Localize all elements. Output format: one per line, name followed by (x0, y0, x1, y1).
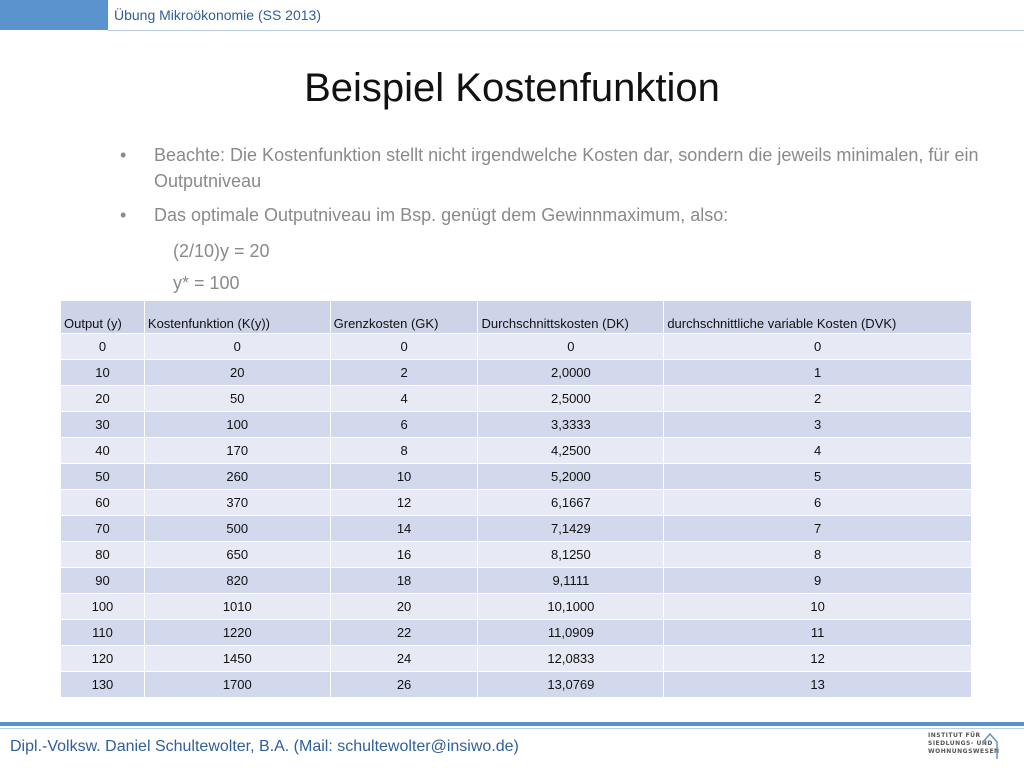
table-row (61, 386, 972, 412)
table-cell: 14 (330, 516, 478, 542)
table-cell: 24 (330, 646, 478, 672)
bullet-text: Beachte: Die Kostenfunktion stellt nicht irgendwelche Kosten dar, sondern die jeweils minimalen, für ein Outputniveau (154, 145, 979, 191)
table-cell: 50 (144, 386, 330, 412)
table-cell: 8 (664, 542, 972, 568)
table-cell: 0 (144, 334, 330, 360)
footer-author: Dipl.-Volksw. Daniel Schultewolter, B.A. (Mail: schultewolter@insiwo.de) (10, 738, 519, 755)
bullet-dot-icon: • (120, 145, 127, 165)
table-row (61, 360, 972, 386)
bullet-list (120, 142, 980, 300)
column-header: Durchschnittskosten (DK) (478, 301, 664, 334)
table-row (61, 334, 972, 360)
table-cell: 10,1000 (478, 594, 664, 620)
table-cell: 20 (61, 386, 145, 412)
bullet-dot-icon: • (120, 205, 127, 225)
table-cell: 0 (664, 334, 972, 360)
footer-rule (0, 722, 1024, 726)
table-cell: 100 (144, 412, 330, 438)
table-row (61, 620, 972, 646)
table-cell: 18 (330, 568, 478, 594)
cost-table (60, 300, 972, 698)
table-cell: 13,0769 (478, 672, 664, 698)
table-cell: 4 (664, 438, 972, 464)
column-header: Output (y) (61, 301, 145, 334)
table-cell: 120 (61, 646, 145, 672)
table-cell: 170 (144, 438, 330, 464)
table-cell: 90 (61, 568, 145, 594)
table-body (61, 334, 972, 698)
table-cell: 820 (144, 568, 330, 594)
table-row (61, 464, 972, 490)
logo-text-line: WOHNUNGSWESEN (928, 748, 1000, 755)
table-cell: 2,0000 (478, 360, 664, 386)
table-cell: 20 (330, 594, 478, 620)
table-cell: 1450 (144, 646, 330, 672)
bullet-item (120, 202, 980, 228)
table-cell: 6 (330, 412, 478, 438)
table-cell: 60 (61, 490, 145, 516)
course-label: Übung Mikroökonomie (SS 2013) (114, 7, 321, 23)
table-cell: 0 (61, 334, 145, 360)
table-cell: 13 (664, 672, 972, 698)
table-cell: 0 (478, 334, 664, 360)
bullet-item (120, 142, 980, 194)
table-cell: 5,2000 (478, 464, 664, 490)
table-row (61, 568, 972, 594)
equation-line: (2/10)y = 20 (173, 241, 270, 261)
table-cell: 2 (664, 386, 972, 412)
table-cell: 70 (61, 516, 145, 542)
table-row (61, 438, 972, 464)
table-cell: 8,1250 (478, 542, 664, 568)
table-cell: 260 (144, 464, 330, 490)
logo-text-line: INSTITUT FÜR (928, 732, 981, 739)
table-cell: 10 (664, 594, 972, 620)
table-cell: 2 (330, 360, 478, 386)
table-row (61, 594, 972, 620)
table-cell: 0 (330, 334, 478, 360)
slide-title: Beispiel Kostenfunktion (304, 66, 720, 110)
table-cell: 12 (330, 490, 478, 516)
table-cell: 5 (664, 464, 972, 490)
table-cell: 1010 (144, 594, 330, 620)
bullet-text: Das optimale Outputniveau im Bsp. genügt dem Gewinnmaximum, also: (154, 205, 729, 225)
table-cell: 3,3333 (478, 412, 664, 438)
table-cell: 1700 (144, 672, 330, 698)
header-rule (108, 30, 1024, 31)
table-cell: 50 (61, 464, 145, 490)
table-cell: 9,1111 (478, 568, 664, 594)
table-cell: 1220 (144, 620, 330, 646)
table-row (61, 672, 972, 698)
table-cell: 8 (330, 438, 478, 464)
table-cell: 26 (330, 672, 478, 698)
column-header: Grenzkosten (GK) (330, 301, 478, 334)
table-cell: 6 (664, 490, 972, 516)
equation-line: y* = 100 (173, 273, 240, 293)
table-row (61, 490, 972, 516)
table-cell: 500 (144, 516, 330, 542)
table-row (61, 412, 972, 438)
table-row (61, 542, 972, 568)
table-cell: 40 (61, 438, 145, 464)
table-cell: 16 (330, 542, 478, 568)
table-cell: 11,0909 (478, 620, 664, 646)
table-cell: 7,1429 (478, 516, 664, 542)
table-cell: 370 (144, 490, 330, 516)
table-cell: 1 (664, 360, 972, 386)
table-cell: 12,0833 (478, 646, 664, 672)
table-cell: 130 (61, 672, 145, 698)
institute-logo (928, 732, 1000, 764)
column-header: durchschnittliche variable Kosten (DVK) (664, 301, 972, 334)
table-cell: 11 (664, 620, 972, 646)
house-roof-icon (982, 732, 998, 760)
table-cell: 650 (144, 542, 330, 568)
table-row (61, 646, 972, 672)
table-cell: 22 (330, 620, 478, 646)
table-cell: 10 (330, 464, 478, 490)
header-accent-block (0, 0, 108, 30)
table-cell: 10 (61, 360, 145, 386)
table-cell: 80 (61, 542, 145, 568)
table-cell: 12 (664, 646, 972, 672)
table-cell: 9 (664, 568, 972, 594)
table-cell: 4 (330, 386, 478, 412)
column-header: Kostenfunktion (K(y)) (144, 301, 330, 334)
table-row (61, 516, 972, 542)
table-cell: 100 (61, 594, 145, 620)
logo-text-line: SIEDLUNGS- UND (928, 740, 993, 747)
table-cell: 2,5000 (478, 386, 664, 412)
table-cell: 3 (664, 412, 972, 438)
footer-rule-thin (0, 728, 1024, 729)
table-cell: 30 (61, 412, 145, 438)
table-cell: 110 (61, 620, 145, 646)
table-header-row (61, 301, 972, 334)
table-cell: 20 (144, 360, 330, 386)
table-cell: 4,2500 (478, 438, 664, 464)
table-cell: 7 (664, 516, 972, 542)
table-cell: 6,1667 (478, 490, 664, 516)
